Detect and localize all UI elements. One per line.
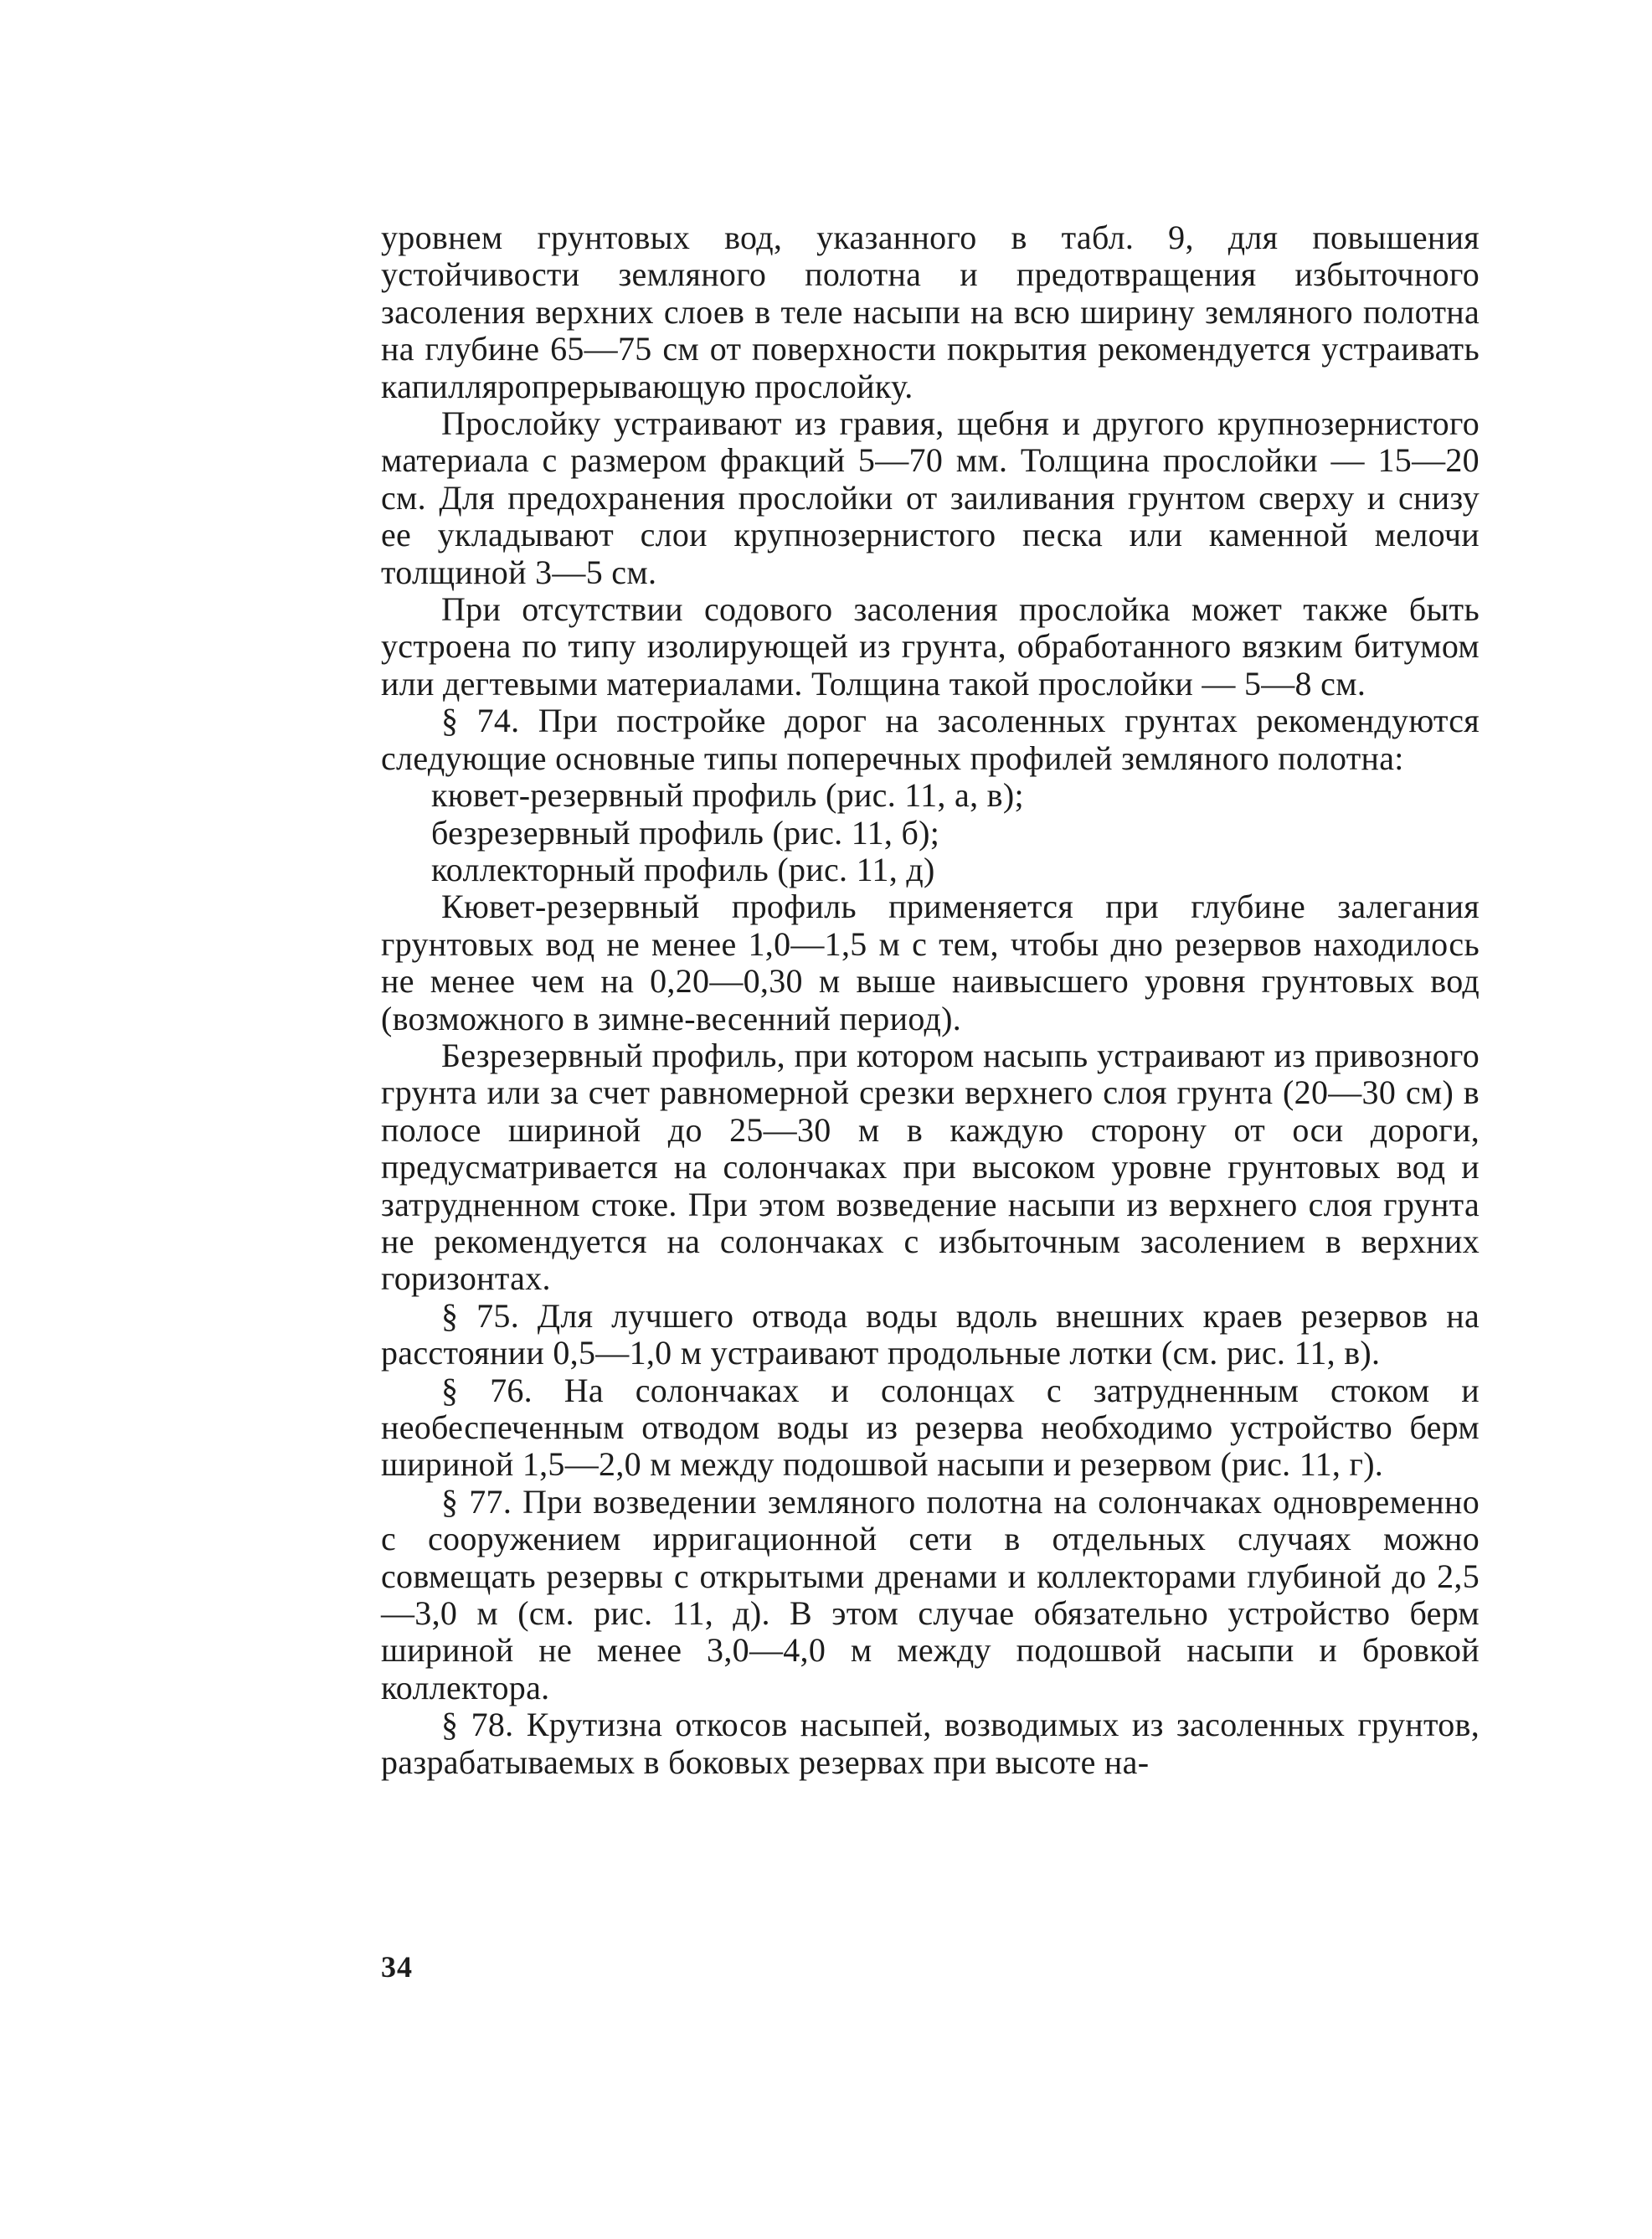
body-text bbox=[381, 219, 1480, 1781]
paragraph-ditch-reserve-usage: Кювет-резервный профиль применяется при глубине залегания грунтовых вод не менее 1,0—1,5 м с тем, чтобы дно резервов находилось не менее чем на 0,20—0,30 м выше наивысшего уровня грунтовых вод (возможного в зимне-весенний период). bbox=[381, 888, 1480, 1037]
page-number: 34 bbox=[381, 1950, 413, 1984]
paragraph-interlayer-material: Прослойку устраивают из гравия, щебня и другого крупнозернистого материала с размером фракций 5—70 мм. Толщина прослойки — 15—20 см. Для предохранения прослойки от заиливания грунтом сверху и снизу ее укладывают слои крупнозернистого песка или каменной мелочи толщиной 3—5 см. bbox=[381, 404, 1480, 591]
paragraph-section-76: § 76. На солончаках и солонцах с затрудненным стоком и необеспеченным отводом воды из резерва необходимо устройство берм шириной 1,5—2,0 м между подошвой насыпи и резервом (рис. 11, г). bbox=[381, 1371, 1480, 1484]
list-item-ditch-reserve-profile: кювет-резервный профиль (рис. 11, а, в); bbox=[431, 776, 1024, 815]
paragraph-reserveless-usage: Безрезервный профиль, при котором насыпь устраивают из привозного грунта или за счет равномерной срезки верхнего слоя грунта (20—30 см) в полосе шириной до 25—30 м в каждую сторону от оси дороги, предусматривается на солончаках при высоком уровне грунтовых вод и затрудненном стоке. При этом возведение насыпи из верхнего слоя грунта не рекомендуется на солончаках с избыточным засолением в верхних горизонтах. bbox=[381, 1036, 1480, 1298]
list-item-reserveless-profile: безрезервный профиль (рис. 11, б); bbox=[431, 813, 940, 852]
list-item-collector-profile: коллекторный профиль (рис. 11, д) bbox=[431, 850, 935, 888]
paragraph-continuation: уровнем грунтовых вод, указанного в табл. 9, для повышения устойчивости земляного полотна и предотвращения избыточного засоления верхних слоев в теле насыпи на всю ширину земляного полотна на глубине 65—75 см от поверхности покрытия рекомендуется устраивать капилляропрерывающую прослойку. bbox=[381, 219, 1480, 405]
paragraph-section-78: § 78. Крутизна откосов насыпей, возводимых из засоленных грунтов, разрабатываемых в боковых резервах при высоте на- bbox=[381, 1706, 1480, 1781]
paragraph-section-75: § 75. Для лучшего отвода воды вдоль внешних краев резервов на расстоянии 0,5—1,0 м устраивают продольные лотки (см. рис. 11, в). bbox=[381, 1296, 1480, 1372]
paragraph-section-74: § 74. При постройке дорог на засоленных грунтах рекомендуются следующие основные типы поперечных профилей земляного полотна: bbox=[381, 702, 1480, 777]
paragraph-interlayer-bitumen: При отсутствии содового засоления прослойка может также быть устроена по типу изолирующей из грунта, обработанного вязким битумом или дегтевыми материалами. Толщина такой прослойки — 5—8 см. bbox=[381, 590, 1480, 703]
paragraph-section-77: § 77. При возведении земляного полотна на солончаках одновременно с сооружением ирригационной сети в отдельных случаях можно совмещать резервы с открытыми дренами и коллекторами глубиной до 2,5—3,0 м (см. рис. 11, д). В этом случае обязательно устройство берм шириной не менее 3,0—4,0 м между подошвой насыпи и бровкой коллектора. bbox=[381, 1482, 1480, 1706]
